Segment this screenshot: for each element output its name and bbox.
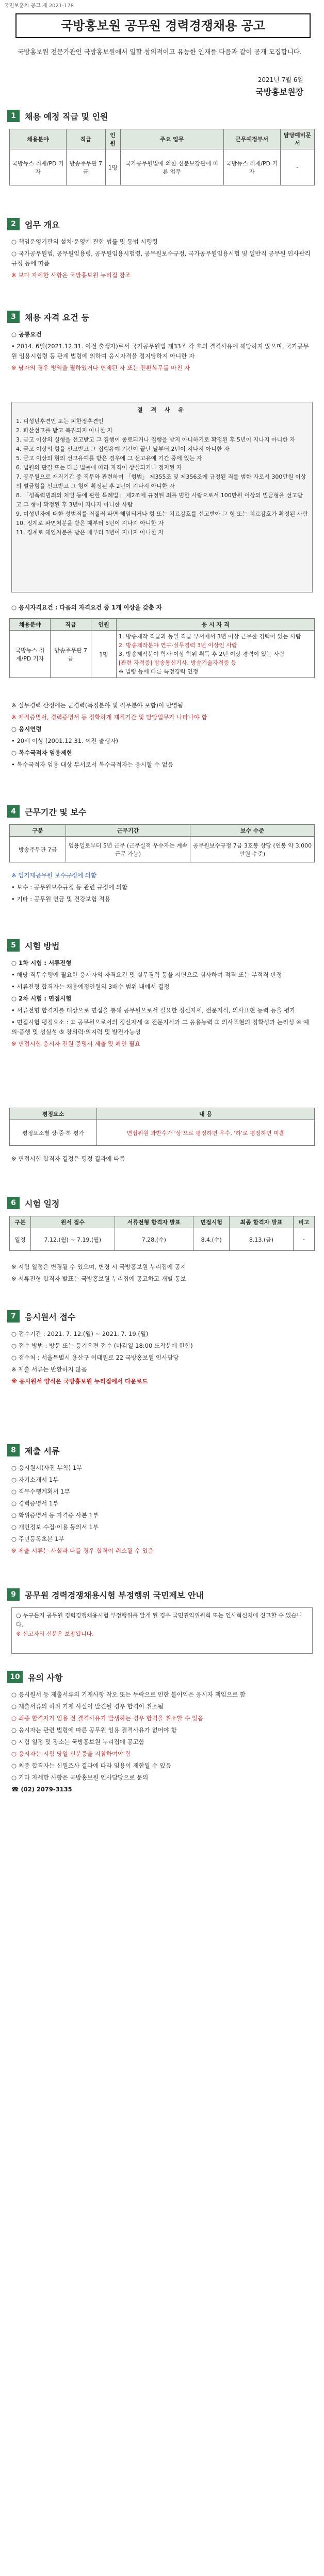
section-number: 4: [7, 805, 20, 818]
box-line: 8. 「성폭력범죄의 처벌 등에 관한 특례법」 제2조에 규정된 죄를 범한 사람으로서 100만원 이상의 벌금형을 선고받고 그 형이 확정된 후 3년이 지나지 아니한 사람: [16, 492, 303, 508]
table-cell: 8.13.(금): [230, 1228, 294, 1251]
exam-line: ○ 2차 시험 : 면접시험: [11, 995, 72, 1002]
section-title: 시험 방법: [25, 941, 60, 951]
section-title: 시험 일정: [25, 1198, 60, 1209]
box-line: 7. 공무원으로 재직기간 중 직무와 관련하여 「형법」 제355조 및 제356조에 규정된 죄를 범한 자로서 300만원 이상의 벌금형을 선고받고 그 형이 확정된 후 2년이 지나지 아니한 자: [16, 473, 306, 489]
qual-heading: ○ 응시자격요건 : 다음의 자격요건 중 1개 이상을 갖춘 자: [11, 604, 162, 611]
note-line: ○ 시험 일정 및 장소는 국방홍보원 누리집에 공고함: [11, 1738, 144, 1745]
req-line: 1. 방송제작 직급과 동일 직급 부서에서 3년 이상 근무한 경력이 있는 사람: [119, 633, 301, 640]
doc-line: ○ 경력증명서 1부: [11, 1500, 59, 1507]
section-number: 6: [7, 1197, 20, 1209]
box-line: 4. 금고 이상의 형을 선고받고 그 집행유예 기간이 끝난 날부터 2년이 지나지 아니한 자: [16, 446, 230, 452]
exam-line: ※ 면접시험 응시자 전원 증명서 제출 및 확인 필요: [11, 1040, 140, 1047]
table-header: 보수 수준: [190, 825, 315, 837]
table-cell: 8.4.(수): [193, 1228, 230, 1251]
table-cell: 방송주무관 7급: [66, 149, 105, 185]
doc-line: ○ 응시원서(사진 부착) 1부: [11, 1464, 83, 1471]
qualification-notes: [11, 701, 313, 772]
apply-emphasis: ※ 응시원서 양식은 국방홍보원 누리집에서 다운로드: [11, 1378, 148, 1385]
table-cell: 7.28.(수): [115, 1228, 193, 1251]
schedule-table: [9, 1216, 315, 1251]
qual-note: ※ 남자의 경우 병역을 필하였거나 면제된 자 또는 전환복무를 마친 자: [11, 364, 190, 371]
table-header: 채용분야: [10, 129, 67, 149]
table-cell: 방송주무관 7급: [51, 631, 91, 678]
table-cell: [117, 631, 315, 678]
section-8-header: [7, 1443, 317, 1458]
doc-line: ○ 학위증명서 등 자격증 사본 1부: [11, 1512, 99, 1519]
table-cell: 국방뉴스 취재/PD 기자: [223, 149, 280, 185]
duties-text: [11, 237, 313, 282]
section-number: 2: [7, 218, 20, 230]
pay-note: ※ 임기제공무원 보수규정에 의함: [11, 872, 97, 879]
apply-line: ○ 접수기간 : 2021. 7. 12.(월) ~ 2021. 7. 19.(월): [11, 1330, 149, 1337]
table-cell: 공무원보수규정 7급 3호봉 상당 (연봉 약 3,000만원 수준): [190, 837, 315, 862]
section-number: 10: [7, 1671, 23, 1683]
table-cell: -: [293, 1228, 314, 1251]
schedule-notes: [11, 1262, 313, 1286]
box-line: 3. 금고 이상의 실형을 선고받고 그 집행이 종료되거나 집행을 받지 아니하기로 확정된 후 5년이 지나지 아니한 자: [16, 436, 295, 443]
note-line: ○ 응시자는 시험 당일 신분증을 지참하여야 함: [11, 1750, 131, 1757]
section-title: 응시원서 접수: [25, 1312, 76, 1322]
exam-note: ※ 면접시험 합격자 결정은 평정 결과에 따름: [11, 1155, 125, 1162]
section-number: 3: [7, 311, 20, 323]
exam-line: • 해당 직무수행에 필요한 응시자의 자격요건 및 실무경력 등을 서면으로 심사하여 적격 또는 부적격 판정: [11, 971, 282, 978]
section-number: 9: [7, 1588, 20, 1601]
req-line: ※ 법령 등에 따른 특정경력 인정: [119, 668, 199, 675]
table-header: 면접시험: [193, 1216, 230, 1228]
report-box: [11, 1607, 313, 1654]
table-header: 직급: [66, 129, 105, 149]
table-cell: 방송주무관 7급: [10, 837, 66, 862]
req-line: [관련 자격증] 방송통신기사, 방송기술자격증 등: [119, 659, 236, 666]
box-line: 9. 미성년자에 대한 성범죄를 저질러 파면·해임되거나 형 또는 치료감호를 선고받아 그 형 또는 치료감호가 확정된 사람: [16, 511, 308, 517]
table-cell: 일정: [10, 1228, 31, 1251]
exam-line: • 면접시험 평정요소 : ① 공무원으로서의 정신자세 ② 전문지식과 그 응용능력 ③ 의사표현의 정확성과 논리성 ④ 예의·품행 및 성실성 ⑤ 창의력·의지력 및 발전가능성: [11, 1019, 309, 1036]
exam-line: • 서류전형 합격자는 채용예정인원의 3배수 범위 내에서 결정: [11, 983, 170, 990]
qualification-common: [11, 330, 313, 375]
box-line: 11. 징계로 해임처분을 받은 때부터 3년이 지나지 아니한 자: [16, 529, 164, 536]
section-9-header: [7, 1587, 317, 1602]
table-cell: 면접위원 과반수가 '상'으로 평정하면 우수, '하'로 평정하면 미흡: [97, 1120, 315, 1146]
table-header-row: [10, 619, 315, 631]
section-title: 근무기간 및 보수: [25, 807, 87, 817]
table-header: 근무기간: [66, 825, 190, 837]
schedule-note: ※ 서류전형 합격자 발표는 국방홍보원 누리집에 공고하고 개별 통보: [11, 1275, 186, 1282]
section-number: 5: [7, 939, 20, 952]
section-title: 유의 사항: [28, 1672, 63, 1683]
req-line: 3. 방송제작분야 학사 이상 학위 취득 후 2년 이상 경력이 있는 사람: [119, 651, 285, 657]
section-title: 업무 개요: [25, 219, 60, 230]
doc-line: ○ 자기소개서 1부: [11, 1476, 59, 1483]
table-cell: 평정요소별 상·중·하 평가: [10, 1120, 97, 1146]
table-row: [10, 1120, 315, 1146]
pay-table: [9, 824, 315, 862]
table-cell: 국방뉴스 취재/PD 기자: [10, 149, 67, 185]
table-header: 내 용: [97, 1108, 315, 1120]
exam-after: [11, 1154, 313, 1166]
qualification-requirements-heading: [11, 603, 313, 615]
report-line: ○ 누구든지 공무원 경력경쟁채용시험 부정행위를 알게 된 경우 국민권익위원회 또는 인사혁신처에 신고할 수 있습니다.: [16, 1612, 302, 1628]
table-header-row: [10, 129, 315, 149]
duty-line: ○ 국가공무원법, 공무원임용령, 공무원임용시험령, 공무원보수규정, 국가공무원임용시험 및 일반직 공무원 인사관리규정 등에 따름: [11, 250, 311, 267]
table-cell: 국방뉴스 취재/PD 기자: [10, 631, 51, 678]
section-7-header: [7, 1309, 317, 1324]
table-header: 직급: [51, 619, 91, 631]
table-header: 응 시 자 격: [117, 619, 315, 631]
exam-text: [11, 958, 313, 1051]
table-header: 비고: [293, 1216, 314, 1228]
table-cell: 7.12.(월) ~ 7.19.(월): [31, 1228, 115, 1251]
pay-note: • 보수 : 공무원보수규정 등 관련 규정에 의함: [11, 884, 128, 891]
table-row: [10, 149, 315, 185]
note-line: ○ 제출서류의 허위 기재 사실이 발견될 경우 합격이 취소됨: [11, 1703, 164, 1710]
req-line: 2. 방송제작분야 연구·실무경력 3년 이상인 사람: [119, 642, 237, 649]
section-3-header: [7, 309, 317, 325]
apply-line: ○ 접수처 : 서울특별시 용산구 이태원로 22 국방홍보원 인사담당: [11, 1354, 179, 1361]
schedule-note: ※ 시험 일정은 변경될 수 있으며, 변경 시 국방홍보원 누리집에 공지: [11, 1263, 186, 1270]
section-number: 1: [7, 110, 20, 122]
section-title: 채용 예정 직급 및 인원: [25, 111, 108, 122]
table-header: 평정요소: [10, 1108, 97, 1120]
duty-note: ※ 보다 자세한 사항은 국방홍보원 누리집 참조: [11, 272, 131, 279]
exam-table: [9, 1108, 315, 1146]
notice-date: 2021년 7월 6일: [257, 76, 303, 83]
table-header: 구분: [10, 825, 66, 837]
table-cell: -: [280, 149, 314, 185]
table-header: 최종 합격자 발표: [230, 1216, 294, 1228]
qual-heading: ○ 응시연령: [11, 725, 42, 733]
requirements-table: [9, 618, 315, 678]
table-row: [10, 1228, 315, 1251]
table-header: 담당예비문서: [280, 129, 314, 149]
table-header: 인원: [105, 129, 120, 149]
exam-line: ○ 1차 시험 : 서류전형: [11, 959, 72, 967]
section-5-header: [7, 938, 317, 953]
apply-line: ※ 제출 서류는 반환하지 않음: [11, 1366, 87, 1373]
table-cell: 1명: [105, 149, 120, 185]
qual-line: • 2014. 6일(2021.12.31. 이전 출생자)로서 국가공무원법 제33조 각 호의 결격사유에 해당하지 않으며, 국가공무원 임용시험령 등 관계 법령에 의하여 응시자격을 정지당하지 아니한 자: [11, 343, 309, 360]
note-line: ○ 기타 자세한 사항은 국방홍보원 인사담당으로 문의: [11, 1774, 149, 1781]
note-line: ○ 최종 합격자가 임용 전 결격사유가 발생하는 경우 합격을 취소할 수 있음: [11, 1715, 204, 1722]
apply-line: ○ 접수 방법 : 방문 또는 등기우편 접수 (마감일 18:00 도착분에 한함): [11, 1342, 193, 1349]
table-cell: 국가공무원법에 의한 신분보장관에 따른 업무: [120, 149, 223, 185]
table-header: 주요 업무: [120, 129, 223, 149]
disqualification-box: [11, 402, 313, 592]
qual-note: ※ 재직증명서, 경력증명서 등 정확하게 재직기간 및 담당업무가 나타나야 함: [11, 714, 207, 721]
note-line: ○ 응시자는 관련 법령에 따른 공무원 임용 결격사유가 없어야 함: [11, 1726, 177, 1734]
docs-list: [11, 1463, 313, 1558]
note-line: ○ 최종 합격자는 신원조사 결과에 따라 임용이 제한될 수 있음: [11, 1762, 171, 1769]
section-number: 8: [7, 1444, 20, 1456]
organization-name: 국방홍보원장: [255, 87, 303, 97]
pay-note: • 기타 : 공무원 연금 및 건강보험 적용: [11, 895, 110, 903]
doc-line: ○ 개인정보 수집·이용 동의서 1부: [11, 1523, 99, 1531]
box-line: 10. 징계로 파면처분을 받은 때부터 5년이 지나지 아니한 자: [16, 520, 164, 527]
table-row: [10, 837, 315, 862]
qual-heading: ○ 복수국적자 임용제한: [11, 749, 73, 756]
section-2-header: [7, 216, 317, 232]
pay-notes: [11, 871, 313, 906]
box-title: 결 격 사 유: [137, 406, 187, 413]
intro-text: 국방홍보원 전문가관인 국방홍보원에서 일할 창의적이고 유능한 인재를 다음과 같이 공개 모집합니다.: [18, 48, 302, 56]
positions-table: [9, 129, 315, 185]
table-header: 근무예정부서: [223, 129, 280, 149]
box-line: 6. 법원의 판결 또는 다른 법률에 따라 자격이 상실되거나 정지된 자: [16, 464, 182, 471]
note-line: ○ 응시원서 등 제출서류의 기재사항 착오 또는 누락으로 인한 불이익은 응시자 책임으로 함: [11, 1691, 246, 1698]
notice-number: 국민보훈처 공고 제 2021-178: [4, 3, 74, 9]
qual-note: ※ 실무경력 산정에는 군경력(특정분야 및 직무분야 포함)이 반영됨: [11, 702, 184, 709]
table-cell: 임용일로부터 5년 근무 (근무실적 우수자는 계속 근무 가능): [66, 837, 190, 862]
qual-heading: ○ 공통요건: [11, 331, 42, 338]
page-title: 국방홍보원 공무원 경력경쟁채용 공고: [15, 13, 311, 38]
doc-line: ○ 직무수행계획서 1부: [11, 1488, 70, 1495]
section-title: 공무원 경력경쟁채용시험 부정행위 국민제보 안내: [25, 1590, 204, 1600]
doc-note: ※ 제출 서류는 사실과 다를 경우 합격이 취소될 수 있음: [11, 1547, 154, 1554]
table-header-row: [10, 825, 315, 837]
qual-line: • 복수국적자 임용 대상 부서로서 복수국적자는 응시할 수 없음: [11, 761, 173, 768]
box-line: 5. 금고 이상의 형의 선고유예를 받은 경우에 그 선고유예 기간 중에 있는 자: [16, 455, 202, 462]
exam-line: • 서류전형 합격자를 대상으로 면접을 통해 공무원으로서 필요한 정신자세, 전문지식, 의사표현 능력 등을 평가: [11, 1007, 296, 1014]
apply-text: [11, 1329, 313, 1388]
table-header: 구분: [10, 1216, 31, 1228]
section-title: 채용 자격 요건 등: [25, 312, 89, 323]
table-header: 서류전형 합격자 발표: [115, 1216, 193, 1228]
table-header-row: [10, 1216, 315, 1228]
table-header: 채용분야: [10, 619, 51, 631]
table-header-row: [10, 1108, 315, 1120]
box-line: 2. 파산선고를 받고 복권되지 아니한 자: [16, 427, 113, 434]
section-6-header: [7, 1195, 317, 1211]
box-line: 1. 피성년후견인 또는 피한정후견인: [16, 418, 104, 425]
table-header: 인원: [91, 619, 117, 631]
section-1-header: [7, 108, 317, 124]
section-10-header: [7, 1669, 317, 1685]
notes-list: [11, 1690, 313, 1797]
section-title: 제출 서류: [25, 1446, 60, 1456]
report-note: ※ 신고자의 신분은 보장됩니다.: [16, 1631, 94, 1637]
duty-line: ○ 책임운영기관의 설치·운영에 관한 법률 및 동법 시행령: [11, 238, 158, 245]
table-header: 원서 접수: [31, 1216, 115, 1228]
table-row: [10, 631, 315, 678]
table-cell: 1명: [91, 631, 117, 678]
contact-phone: ☎ (02) 2079-3135: [11, 1786, 72, 1793]
qual-line: • 20세 이상 (2001.12.31. 이전 출생자): [11, 737, 119, 744]
section-number: 7: [7, 1310, 20, 1323]
section-4-header: [7, 804, 317, 819]
doc-line: ○ 주민등록초본 1부: [11, 1535, 64, 1543]
